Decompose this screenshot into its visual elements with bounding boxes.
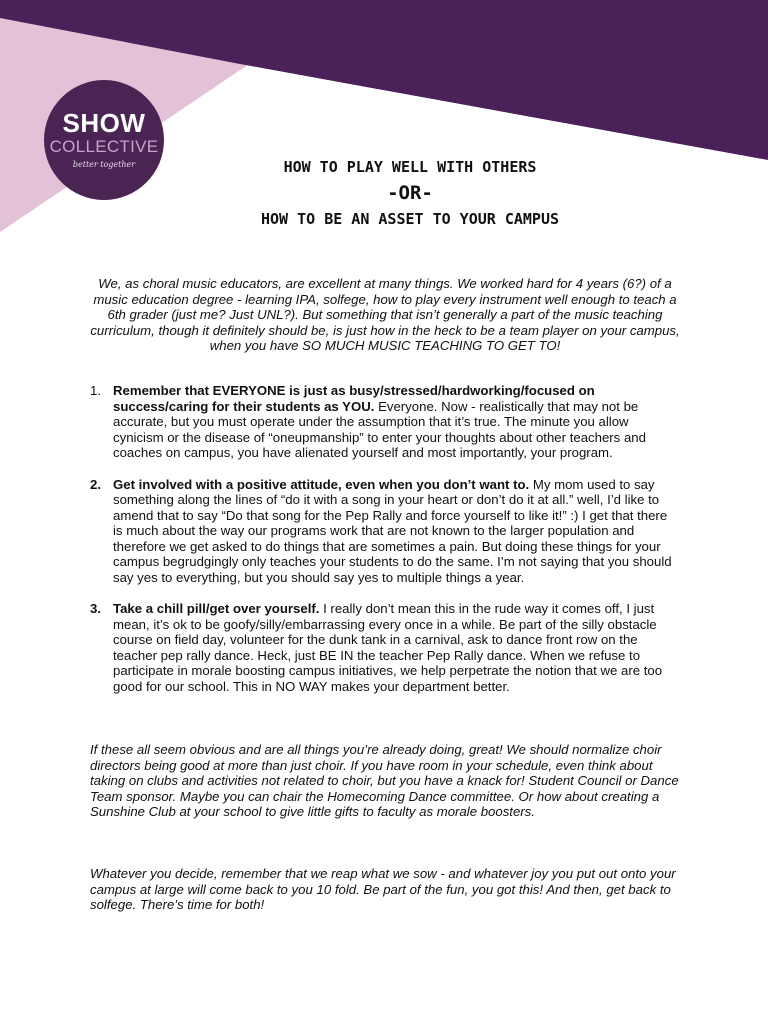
- intro-paragraph: We, as choral music educators, are excellent at many things. We worked hard for 4 years (6?) of a music education degree - learning IPA, solfege, how to play every instrument well enough to teach a 6th grader (just me? Just UNL?). But something that isn’t generally a part of the music teaching curriculum, though it definitely should be, is just how in the heck to be a team player on your campus, when you have SO MUCH MUSIC TEACHING TO GET TO!: [90, 276, 680, 353]
- title-line-2: -OR-: [387, 182, 433, 204]
- closing-paragraph-2: Whatever you decide, remember that we reap what we sow - and whatever joy you put out onto your campus at large will come back to you 10 fold. Be part of the fun, you got this! And then, get back to solfege. There’s time for both!: [90, 866, 676, 912]
- closing-paragraph-1: If these all seem obvious and are all things you’re already doing, great! We should normalize choir directors being good at more than just choir. If you have room in your schedule, even think about taking on clubs and activities not related to choir, but you have a knack for! Student Council or Dance Team sponsor. Maybe you can chair the Homecoming Dance committee. Or how about creating a Sunshine Club at your school to give little gifts to faculty as morale boosters.: [90, 742, 679, 819]
- logo-tagline: better together: [72, 160, 136, 169]
- list-item-body: My mom used to say something along the lines of “do it with a song in your heart or don’t do it at all.” well, I’d like to amend that to say “Do that song for the Pep Rally and force yourself to like it!” :) I get that there is much about the way our programs work that are not known to the larger population and therefore we get asked to do things that are sometimes a pain. But doing these things for your campus begrudgingly only teaches your students to do the same. I’m not saying that you should say yes to everything, but you should say yes to multiple things a year.: [113, 476, 672, 585]
- list-item-heading: Remember that EVERYONE is just as busy/stressed/hardworking/focused on success/caring for their students as YOU.: [113, 383, 595, 414]
- list-item: [90, 383, 680, 461]
- logo-text-show: SHOW: [62, 108, 146, 138]
- title-line-1: HOW TO PLAY WELL WITH OTHERS: [283, 158, 537, 176]
- list-number: 3.: [90, 601, 101, 616]
- logo-text-collective: COLLECTIVE: [49, 137, 159, 156]
- list-item-heading: Take a chill pill/get over yourself.: [113, 601, 320, 616]
- list-item-body: Everyone. Now - realistically that may not be accurate, but you must operate under the assumption that it’s true. The minute you allow cynicism or the disease of “oneupmanship” to enter your thoughts about other teachers and coaches on campus, you have alienated yourself and most importantly, your program.: [113, 398, 646, 460]
- list-item-heading: Get involved with a positive attitude, even when you don’t want to.: [113, 476, 530, 492]
- list-item-body: I really don’t mean this in the rude way it comes off, I just mean, it’s ok to be goofy/silly/embarrassing every once in a while. Be part of the silly obstacle course on field day, volunteer for the dunk tank in a carnival, ask to dance front row on the teacher pep rally dance. Heck, just BE IN the teacher Pep Rally dance. When we refuse to participate in morale boosting campus initiatives, we help perpetrate the notion that we are too good for our school. This in NO WAY makes your department better.: [113, 601, 663, 694]
- list-number: 1.: [90, 383, 101, 398]
- title-line-3: HOW TO BE AN ASSET TO YOUR CAMPUS: [260, 210, 559, 228]
- list-number: 2.: [90, 476, 101, 492]
- list-item: [90, 477, 680, 586]
- tips-list: [90, 383, 680, 710]
- list-item: [90, 601, 680, 694]
